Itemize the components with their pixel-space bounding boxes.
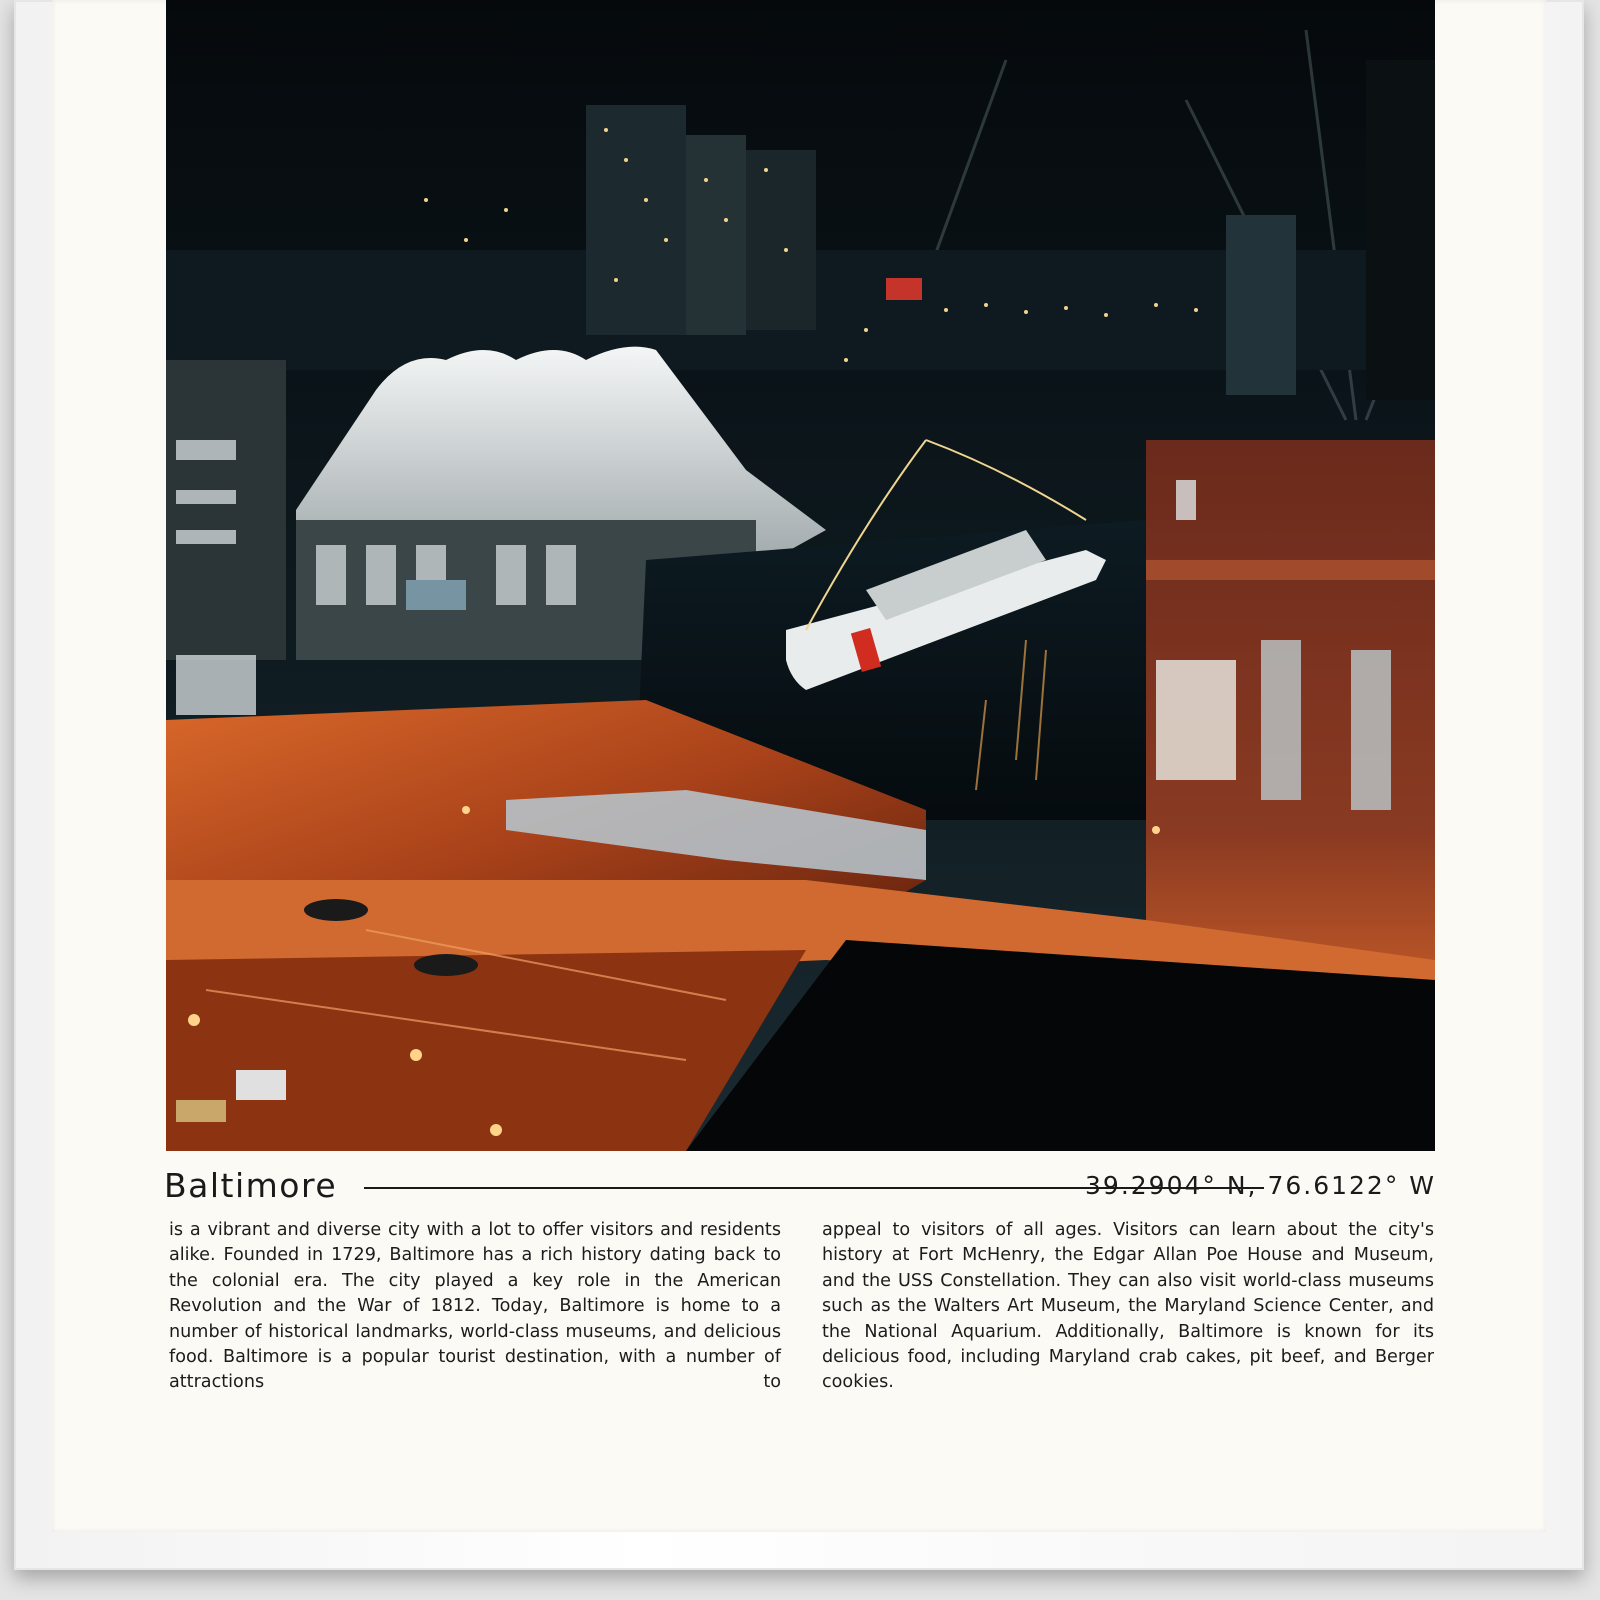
- city-coordinates: 39.2904° N, 76.6122° W: [1085, 1171, 1436, 1200]
- poster-title-row: [164, 1166, 1436, 1206]
- description-right-column: appeal to visitors of all ages. Visitors can learn about the city's history at Fort McHenry, the Edgar Allan Poe House and Museum, and the USS Constellation. They can also visit world-class museums such as the Walters Art Museum, the Maryland Science Center, and the National Aquarium. Additionally, Baltimore is known for its delicious food, including Maryland crab cakes, pit beef, and Berger cookies.: [822, 1220, 1434, 1393]
- left-building: [166, 360, 286, 660]
- description-left-column: is a vibrant and diverse city with a lot to offer visitors and residents alike. Founded in 1729, Baltimore has a rich history dating back to the colonial era. The city played a key role in the American Revolution and the War of 1812. Today, Baltimore is home to a number of historical landmarks, world-class museums, and delicious food. Baltimore is a popular tourist destination, with a number of attractions to: [169, 1220, 781, 1393]
- city-name: Baltimore: [164, 1166, 338, 1205]
- city-night-painting: [166, 0, 1435, 1151]
